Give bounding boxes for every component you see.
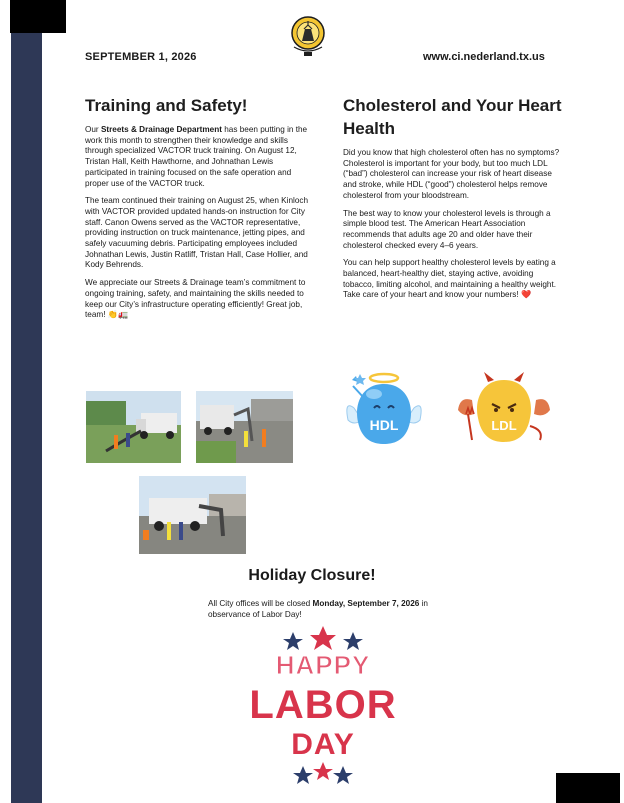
training-paragraph-1: Our Streets & Drainage Department has been putting in the work this month to strengthen their knowledge and skills through specialized VACTOR truck training. On August 12, Tristan Hall, Keith Hawthorne, and Johnathan Lewis participated in training focused on the safe operation and proper use of the VACTOR truck. xyxy=(85,125,308,188)
cholesterol-paragraph-1: Did you know that high cholesterol often has no symptoms? Cholesterol is important for your body, but too much LDL (“bad”) cholesterol can increase your risk of heart disease and stroke, while HDL (“good”) cholesterol helps remove cholesterol from your bloodstream. xyxy=(343,148,560,200)
corner-tab-bottom xyxy=(556,773,620,803)
training-article xyxy=(85,94,315,328)
cholesterol-paragraph-3: You can help support healthy cholesterol levels by eating a balanced, heart-healthy diet, staying active, avoiding tobacco, limiting alcohol, and maintaining a healthy weight. Take care of your heart and know your numbers! ❤️ xyxy=(343,258,557,300)
cholesterol-title: Cholesterol and Your Heart Health xyxy=(343,96,562,138)
training-photo-3 xyxy=(139,476,246,554)
training-paragraph-3: We appreciate our Streets & Drainage team’s commitment to ongoing training, safety, and maintaining the skills needed to keep our City’s infrastructure operating efficiently! Great job, team! 👏🚛 xyxy=(85,278,306,320)
training-photo-2 xyxy=(196,391,293,463)
hdl-label: HDL xyxy=(369,417,399,433)
city-seal-logo xyxy=(288,15,328,59)
labor-art-line-3: DAY xyxy=(291,728,355,761)
holiday-title: Holiday Closure! xyxy=(248,567,376,584)
star-cluster-bottom-icon xyxy=(293,762,353,784)
star-cluster-top-icon xyxy=(283,626,363,650)
ldl-character-illustration xyxy=(458,370,550,446)
labor-art-line-2: LABOR xyxy=(249,683,397,727)
website-url: www.ci.nederland.tx.us xyxy=(423,51,545,63)
issue-date: SEPTEMBER 1, 2026 xyxy=(85,51,197,63)
decorative-sidebar xyxy=(11,33,42,803)
corner-tab-top xyxy=(10,0,66,33)
hdl-character-illustration xyxy=(344,370,424,446)
happy-labor-day-artwork xyxy=(248,622,398,790)
ldl-label: LDL xyxy=(491,418,517,433)
training-title: Training and Safety! xyxy=(85,96,248,115)
training-paragraph-2: The team continued their training on August 25, when Kinloch with VACTOR provided updated hands-on instruction for City staff. Canon Owens served as the VACTOR representative, providing instruction on truck maintenance, jetting pipes, and safely vacuuming debris. Participating employees included Johnathan Lewis, Justin Ratliff, Tristan Hall, Case Hollier, and Kody Behrends. xyxy=(85,196,309,270)
training-photo-1 xyxy=(86,391,181,463)
cholesterol-article xyxy=(343,94,565,308)
cholesterol-paragraph-2: The best way to know your cholesterol levels is through a simple blood test. The American Heart Association recommends that adults age 20 and older have their cholesterol checked every 4–6 years. xyxy=(343,208,551,250)
labor-art-line-1: HAPPY xyxy=(275,650,371,680)
holiday-notice: All City offices will be closed Monday, September 7, 2026 in observance of Labor Day! xyxy=(208,599,428,619)
